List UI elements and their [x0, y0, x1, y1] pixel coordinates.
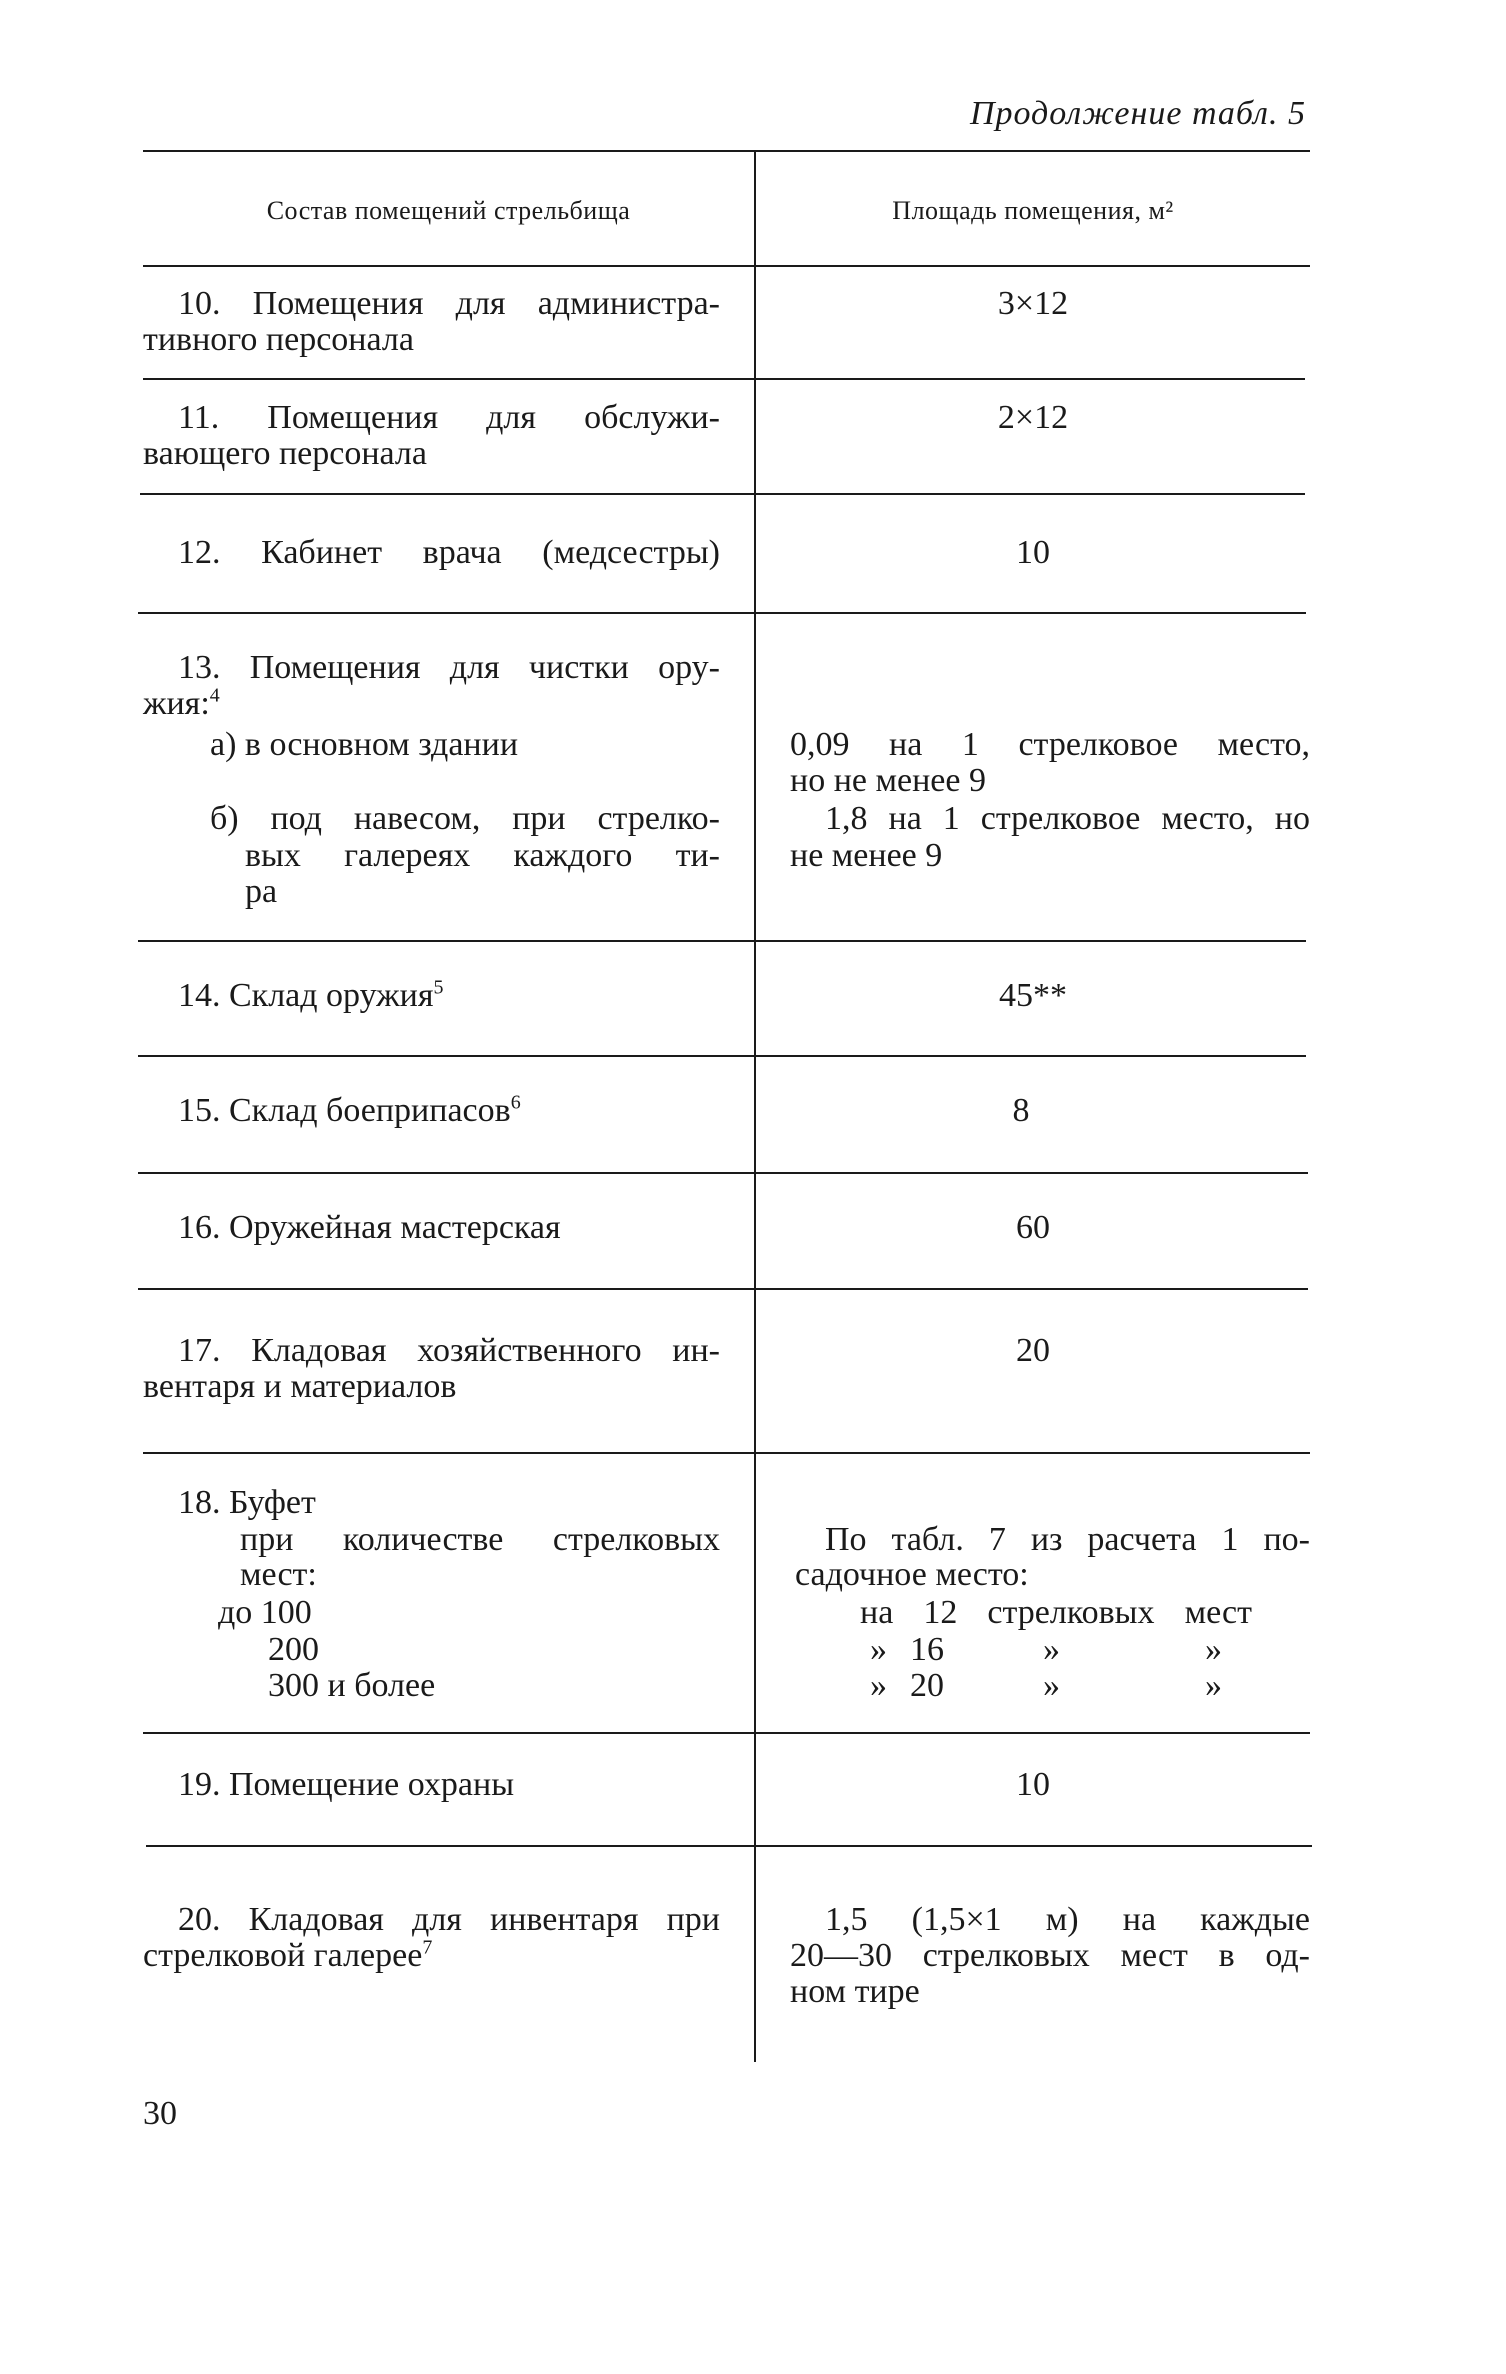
row-16-label: 16. Оружейная мастерская — [178, 1209, 561, 1246]
row-13-area-a-cont: но не менее 9 — [790, 762, 986, 799]
column-header-area: Площадь помещения, м² — [892, 196, 1174, 225]
row-18-seats-100: до 100 — [218, 1594, 312, 1631]
row-18-seats-200: 200 — [268, 1631, 319, 1668]
row-14-label-text: 14. Склад оружия — [178, 977, 434, 1014]
row-18-area-16: 16 — [910, 1631, 944, 1668]
footnote-ref-5: 5 — [433, 976, 444, 999]
row-13-item-b: б) под навесом, при стрелко- — [210, 800, 720, 837]
row-20-area-cont: 20—30 стрелковых мест в од- — [790, 1937, 1310, 1974]
row-12-area: 10 — [1016, 534, 1050, 571]
column-header-rooms: Состав помещений стрельбища — [266, 196, 631, 225]
row-14-label — [178, 978, 443, 1014]
row-divider — [138, 612, 1306, 614]
row-10-area: 3×12 — [997, 285, 1069, 322]
ditto-mark: » — [1205, 1631, 1222, 1668]
row-11-label-cont: вающего персонала — [143, 435, 427, 472]
row-divider — [138, 1055, 1306, 1057]
row-20-label-text: стрелковой галерее — [143, 1937, 423, 1974]
ditto-mark: » — [870, 1631, 887, 1668]
row-11-label: 11. Помещения для обслужи- — [178, 399, 720, 436]
row-18-seats-300: 300 и более — [268, 1667, 436, 1704]
row-18-sublabel-cont: мест: — [240, 1556, 317, 1593]
row-18-area: По табл. 7 из расчета 1 по- — [825, 1521, 1310, 1558]
row-13-label-text: жия: — [143, 685, 210, 722]
row-divider — [138, 1172, 1308, 1174]
row-13-area-b-cont: не менее 9 — [790, 837, 943, 874]
row-10-label: 10. Помещения для администра- — [178, 285, 720, 322]
row-16-area: 60 — [1016, 1209, 1050, 1246]
row-11-area: 2×12 — [997, 399, 1069, 436]
row-10-label-cont: тивного персонала — [143, 321, 414, 358]
row-13-item-b-cont2: ра — [245, 873, 278, 910]
footnote-ref-4: 4 — [209, 684, 220, 707]
row-18-area-12: на 12 стрелковых мест — [860, 1594, 1252, 1631]
page-number: 30 — [143, 2095, 177, 2132]
row-17-area: 20 — [1016, 1332, 1050, 1369]
ditto-mark: » — [870, 1667, 887, 1704]
footnote-ref-6: 6 — [510, 1091, 521, 1114]
row-13-item-b-cont: вых галереях каждого ти- — [245, 837, 720, 874]
ditto-mark: » — [1043, 1631, 1060, 1668]
table-top-rule — [143, 150, 1310, 152]
row-13-label: 13. Помещения для чистки ору- — [178, 649, 720, 686]
row-divider — [143, 1732, 1310, 1734]
row-divider — [143, 1452, 1310, 1454]
row-20-area-cont2: ном тире — [790, 1973, 920, 2010]
row-divider — [140, 493, 1305, 495]
row-13-item-a: а) в основном здании — [210, 726, 519, 763]
row-19-area: 10 — [1016, 1766, 1050, 1803]
row-18-area-cont: садочное место: — [795, 1556, 1029, 1593]
row-15-label — [178, 1093, 521, 1129]
row-19-label: 19. Помещение охраны — [178, 1766, 515, 1803]
row-14-area: 45** — [999, 977, 1067, 1014]
row-18-sublabel: при количестве стрелковых — [240, 1521, 720, 1558]
row-15-area: 8 — [1012, 1092, 1030, 1129]
row-13-area-b: 1,8 на 1 стрелковое место, но — [825, 800, 1310, 837]
row-17-label: 17. Кладовая хозяйственного ин- — [178, 1332, 720, 1369]
row-divider — [143, 378, 1305, 380]
row-15-label-text: 15. Склад боеприпасов — [178, 1092, 511, 1129]
row-20-label: 20. Кладовая для инвентаря при — [178, 1901, 720, 1938]
row-18-area-20: 20 — [910, 1667, 944, 1704]
row-20-label-cont — [143, 1938, 432, 1974]
table-continuation-title: Продолжение табл. 5 — [969, 95, 1306, 132]
row-divider — [146, 1845, 1312, 1847]
row-12-label: 12. Кабинет врача (медсестры) — [178, 534, 720, 571]
row-divider — [138, 940, 1306, 942]
ditto-mark: » — [1043, 1667, 1060, 1704]
table-header-rule — [143, 265, 1310, 267]
row-13-area-a: 0,09 на 1 стрелковое место, — [790, 726, 1310, 763]
ditto-mark: » — [1205, 1667, 1222, 1704]
row-17-label-cont: вентаря и материалов — [143, 1368, 457, 1405]
row-divider — [138, 1288, 1308, 1290]
row-20-area: 1,5 (1,5×1 м) на каждые — [825, 1901, 1310, 1938]
footnote-ref-7: 7 — [422, 1936, 433, 1959]
row-13-label-cont — [143, 686, 220, 722]
row-18-label: 18. Буфет — [178, 1484, 316, 1521]
